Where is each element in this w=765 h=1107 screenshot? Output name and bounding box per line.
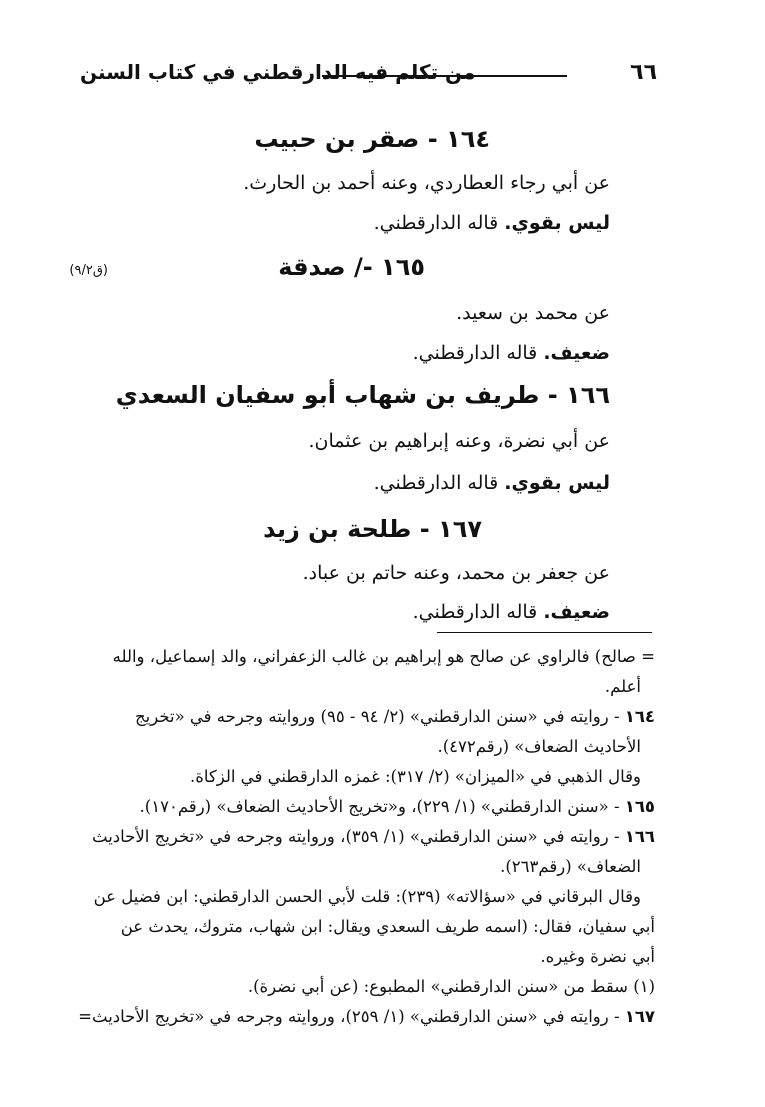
footnote-167 bbox=[80, 1002, 655, 1032]
footnote-text: - روايته في «سنن الدارقطني» (٢/ ٩٤ - ٩٥) وروايته وجرحه في «تخريج bbox=[134, 707, 625, 726]
footnote-line: = صالح) فالراوي عن صالح هو إبراهيم بن غالب الزعفراني، والد إسماعيل، والله bbox=[112, 647, 655, 666]
footnote-text: - «سنن الدارقطني» (١/ ٢٢٩)، و«تخريج الأحاديث الضعاف» (رقم١٧٠). bbox=[139, 797, 625, 816]
footnote-line: أبي نضرة وغيره. bbox=[540, 947, 655, 966]
entry-166-narration: عن أبي نضرة، وعنه إبراهيم بن عثمان. bbox=[308, 430, 610, 452]
footnote-number: ١٦٦ bbox=[624, 827, 655, 846]
verdict-word: ليس بقوي. bbox=[504, 212, 610, 234]
manuscript-folio-note: (ق٩/٢) bbox=[69, 263, 108, 278]
footnote-line bbox=[80, 792, 655, 822]
footnote-line: الأحاديث الضعاف» (رقم٤٧٢). bbox=[437, 737, 641, 756]
entry-164-verdict bbox=[374, 212, 610, 234]
verdict-attribution: قاله الدارقطني. bbox=[373, 212, 505, 234]
entry-165-verdict bbox=[413, 342, 610, 364]
entry-165-narration: عن محمد بن سعيد. bbox=[456, 302, 610, 324]
verdict-attribution: قاله الدارقطني. bbox=[412, 342, 544, 364]
verdict-attribution: قاله الدارقطني. bbox=[412, 601, 544, 623]
footnote-line: الضعاف» (رقم٢٦٣). bbox=[500, 857, 641, 876]
book-title: من تكلم فيه الدارقطني في كتاب السنن bbox=[80, 60, 476, 84]
footnote-1 bbox=[80, 972, 655, 1002]
footnote-line: وقال الذهبي في «الميزان» (٢/ ٣١٧): غمزه الدارقطني في الزكاة. bbox=[189, 767, 641, 786]
footnote-text: - روايته في «سنن الدارقطني» (١/ ٢٥٩)، وروايته وجرحه في «تخريج الأحاديث= bbox=[78, 1007, 625, 1026]
entry-164-narration: عن أبي رجاء العطاردي، وعنه أحمد بن الحارث. bbox=[243, 172, 610, 194]
verdict-word: ليس بقوي. bbox=[504, 472, 610, 494]
verdict-attribution: قاله الدارقطني. bbox=[373, 472, 505, 494]
footnote-number: ١٦٥ bbox=[624, 797, 655, 816]
footnote-line: أبي سفيان، فقال: (اسمه طريف السعدي ويقال: ابن شهاب، متروك، يحدث عن bbox=[120, 917, 655, 936]
footnote-line bbox=[80, 702, 655, 732]
footnote-line: أعلم. bbox=[604, 677, 641, 696]
entry-heading-166: ١٦٦ - طريف بن شهاب أبو سفيان السعدي bbox=[115, 381, 610, 409]
footnote-line bbox=[80, 822, 655, 852]
running-header bbox=[80, 60, 657, 90]
footnotes bbox=[80, 642, 655, 1032]
footnote-line bbox=[80, 1002, 655, 1032]
footnote-text: - روايته في «سنن الدارقطني» (١/ ٣٥٩)، وروايته وجرحه في «تخريج الأحاديث bbox=[92, 827, 625, 846]
footnote-continuation bbox=[80, 642, 655, 702]
footnote-number: ١٦٤ bbox=[624, 707, 655, 726]
entry-167-verdict bbox=[413, 601, 610, 623]
entry-heading-167: ١٦٧ - طلحة بن زيد bbox=[263, 515, 482, 543]
footnote-165 bbox=[80, 792, 655, 822]
footnote-separator bbox=[437, 632, 652, 633]
entry-167-narration: عن جعفر بن محمد، وعنه حاتم بن عباد. bbox=[302, 562, 610, 584]
entry-heading-165: ١٦٥ -/ صدقة bbox=[278, 253, 425, 281]
entry-166-verdict bbox=[374, 472, 610, 494]
footnote-166 bbox=[80, 822, 655, 972]
verdict-word: ضعيف. bbox=[543, 342, 610, 364]
entry-heading-164: ١٦٤ - صقر بن حبيب bbox=[254, 125, 490, 153]
footnote-number: ١٦٧ bbox=[624, 1007, 655, 1026]
footnote-line: (١) سقط من «سنن الدارقطني» المطبوع: (عن أبي نضرة). bbox=[247, 977, 655, 996]
page-number: ٦٦ bbox=[630, 60, 657, 85]
footnote-line: وقال البرقاني في «سؤالاته» (٢٣٩): قلت لأبي الحسن الدارقطني: ابن فضيل عن bbox=[93, 887, 641, 906]
footnote-164 bbox=[80, 702, 655, 792]
verdict-word: ضعيف. bbox=[543, 601, 610, 623]
